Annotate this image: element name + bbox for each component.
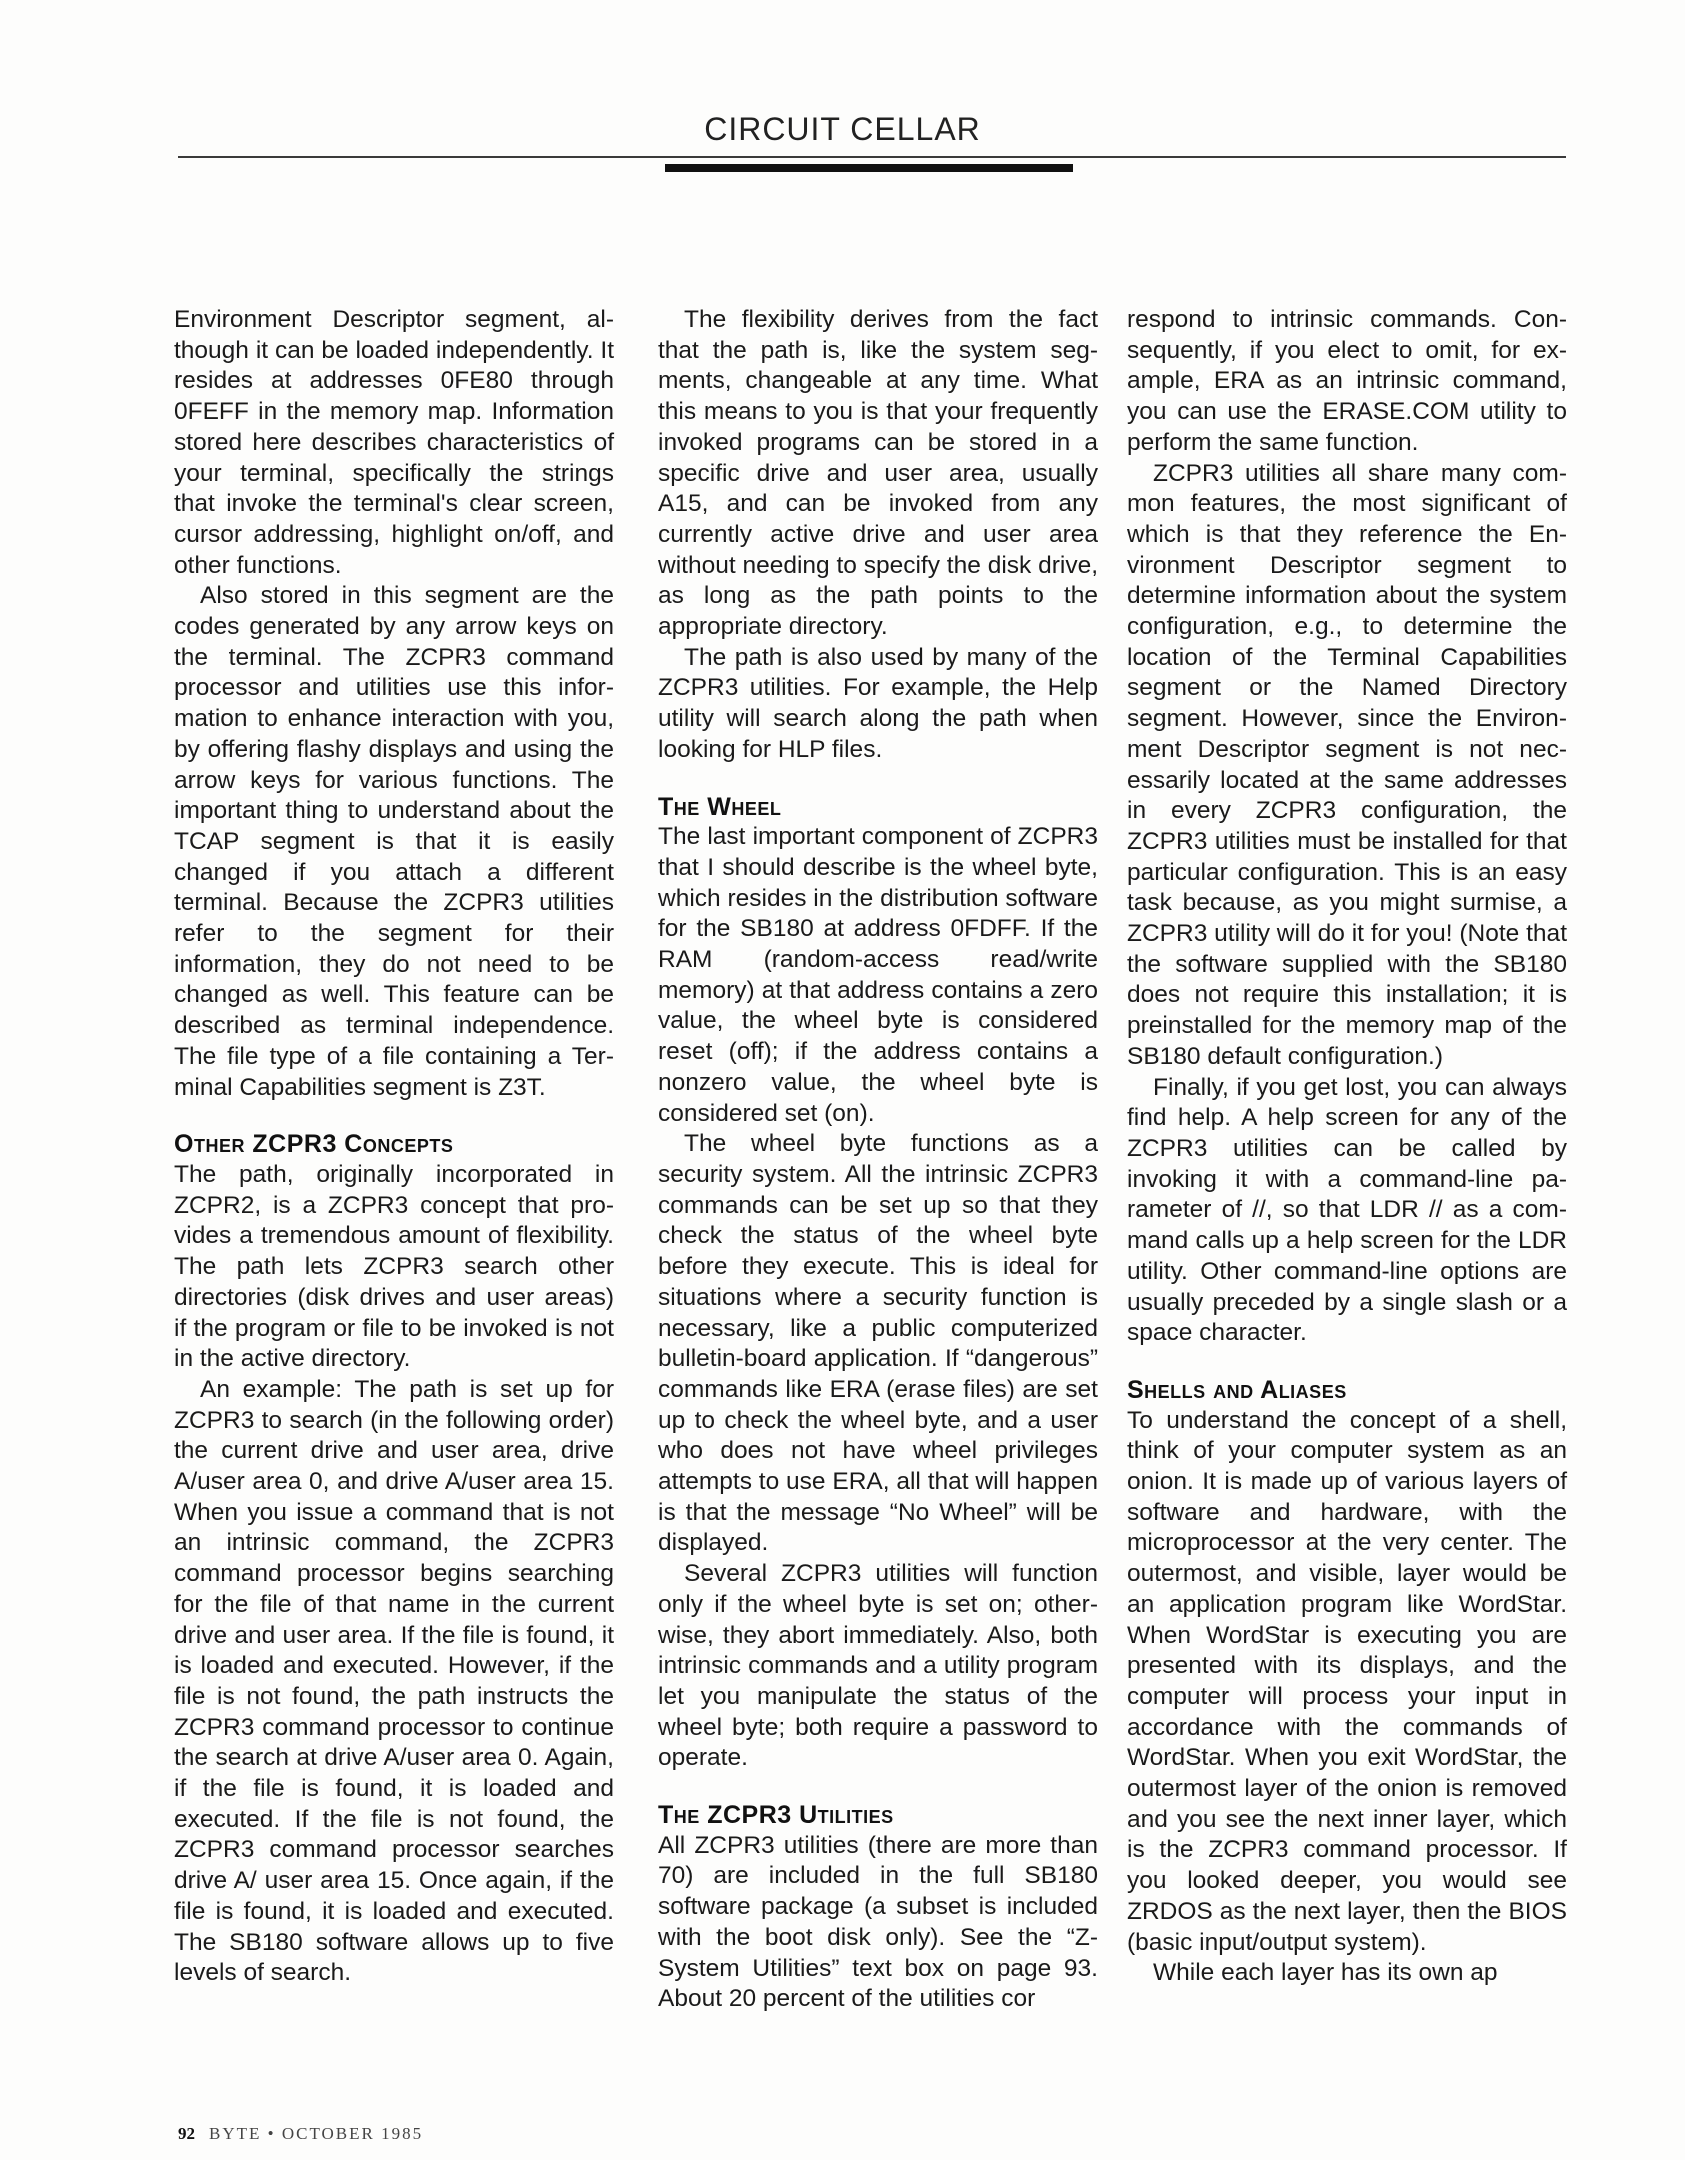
page-number: 92: [178, 2124, 195, 2143]
paragraph: While each layer has its own ap: [1153, 1959, 1498, 1987]
publication-info: BYTE • OCTOBER 1985: [209, 2124, 424, 2143]
header-accent-bar: [665, 164, 1073, 172]
article-column-3: [1127, 305, 1567, 1989]
section-heading: Other ZCPR3 Concepts: [174, 1130, 454, 1159]
paragraph: The path is also used by many of the ZCPR3 utilities. For example, the Help utility will search along the path when looking for HLP files.: [658, 643, 1098, 763]
paragraph: Environment Descriptor segment, although it can be loaded independently. It resides at addresses 0FE80 through 0FEFF in the memory map. Information stored here describes characteristics of your terminal, specifically the strings that invoke the terminal's clear screen, cursor addressing, highlight on/off, and other functions.: [174, 306, 614, 579]
page-footer: [178, 2124, 423, 2144]
section-heading: The Wheel: [658, 792, 782, 821]
section-heading: Shells and Aliases: [1127, 1375, 1347, 1404]
paragraph: Finally, if you get lost, you can always find help. A help screen for any of the ZCPR3 utilities can be called by invoking it with a command-line parameter of //, so that LDR // as a command calls up a help screen for the LDR utility. Other command-line options are usually preceded by a single slash or a space character.: [1127, 1073, 1567, 1347]
article-column-2: [658, 305, 1098, 2015]
paragraph: ZCPR3 utilities all share many common features, the most significant of which is that they reference the Environment Descriptor segment to determine information about the system configuration, e.g., to determine the location of the Terminal Capabilities segment or the Named Directory segment. However, since the Environment Descriptor segment is not necessarily located at the same addresses in every ZCPR3 configuration, the ZCPR3 utilities must be installed for that particular configuration. This is an easy task because, as you might surmise, a ZCPR3 utility will do it for you! (Note that the software supplied with the SB180 does not require this installation; it is preinstalled for the memory map of the SB180 default configuration.): [1127, 459, 1567, 1070]
article-column-1: [174, 305, 614, 1989]
paragraph: Also stored in this segment are the codes generated by any arrow keys on the terminal. The ZCPR3 command processor and utilities use this information to enhance interaction with you, by offering flashy displays and using the arrow keys for various functions. The important thing to understand about the TCAP segment is that it is easily changed if you attach a different terminal. Because the ZCPR3 utilities refer to the segment for their information, they do not need to be changed as well. This feature can be described as terminal independence. The file type of a file containing a Terminal Capabilities segment is Z3T.: [174, 582, 614, 1101]
section-heading: The ZCPR3 Utilities: [658, 1801, 894, 1830]
paragraph: An example: The path is set up for ZCPR3 to search (in the following order) the current drive and user area, drive A/user area 0, and drive A/user area 15. When you issue a command that is not an intrinsic command, the ZCPR3 command processor begins searching for the file of that name in the current drive and user area. If the file is found, it is loaded and executed. However, if the file is not found, the path instructs the ZCPR3 command processor to continue the search at drive A/user area 0. Again, if the file is found, it is loaded and executed. If the file is not found, the ZCPR3 command processor searches drive A/ user area 15. Once again, if the file is found, it is loaded and executed. The SB180 software allows up to five levels of search.: [174, 1375, 614, 1987]
paragraph: To understand the concept of a shell, think of your computer system as an onion. It is made up of various layers of software and hardware, with the microprocessor at the very center. The outermost, and visible, layer would be an application program like WordStar. When WordStar is executing you are presented with its displays, and the computer will process your input in accordance with the commands of WordStar. When you exit WordStar, the outermost layer of the onion is removed and you see the next inner layer, which is the ZCPR3 command processor. If you looked deeper, you would see ZRDOS as the next layer, then the BIOS (basic input/output system).: [1127, 1406, 1567, 1956]
header-rule: [178, 156, 1566, 158]
paragraph: All ZCPR3 utilities (there are more than 70) are included in the full SB180 software package (a subset is included with the boot disk only). See the “Z-System Utilities” text box on page 93. About 20 percent of the utilities cor: [658, 1831, 1098, 2013]
paragraph: The path, originally incorporated in ZCPR2, is a ZCPR3 concept that provides a tremendous amount of flexibility. The path lets ZCPR3 search other directories (disk drives and user areas) if the program or file to be invoked is not in the active directory.: [174, 1160, 614, 1373]
paragraph: The flexibility derives from the fact that the path is, like the system segments, changeable at any time. What this means to you is that your frequently invoked programs can be stored in a specific drive and user area, usually A15, and can be invoked from any currently active drive and user area without needing to specify the disk drive, as long as the path points to the appropriate directory.: [658, 306, 1098, 641]
paragraph: The last important component of ZCPR3 that I should describe is the wheel byte, which resides in the distribution software for the SB180 at address 0FDFF. If the RAM (random-access read/write memory) at that address contains a zero value, the wheel byte is considered reset (off); if the address contains a nonzero value, the wheel byte is considered set (on).: [658, 823, 1098, 1127]
paragraph: respond to intrinsic commands. Consequently, if you elect to omit, for example, ERA as an intrinsic command, you can use the ERASE.COM utility to perform the same function.: [1127, 306, 1567, 456]
paragraph: Several ZCPR3 utilities will function only if the wheel byte is set on; otherwise, they abort immediately. Also, both intrinsic commands and a utility program let you manipulate the status of the wheel byte; both require a password to operate.: [658, 1560, 1098, 1772]
page-header-title: CIRCUIT CELLAR: [704, 111, 981, 147]
paragraph: The wheel byte functions as a security system. All the intrinsic ZCPR3 commands can be set up so that they check the status of the wheel byte before they execute. This is ideal for situations where a security function is necessary, like a public computerized bulletin-board application. If “dangerous” commands like ERA (erase files) are set up to check the wheel byte, and a user who does not have wheel privileges attempts to use ERA, all that will happen is that the message “No Wheel” will be displayed.: [658, 1130, 1098, 1557]
